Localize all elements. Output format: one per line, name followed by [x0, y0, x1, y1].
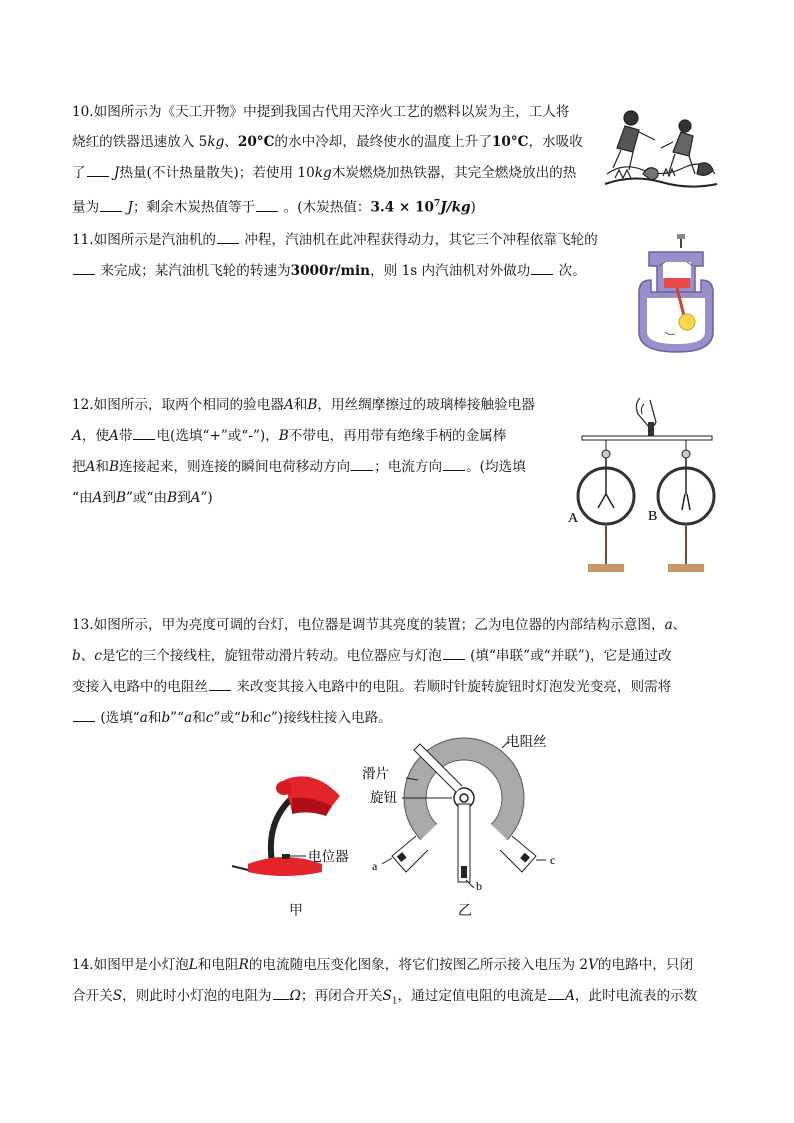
text: ”或“ — [213, 710, 241, 726]
answer-blank[interactable] — [273, 987, 289, 1000]
answer-blank[interactable] — [548, 987, 564, 1000]
var: a — [664, 617, 673, 633]
text: ；剩余木炭热值等于 — [132, 199, 256, 216]
answer-blank[interactable] — [443, 458, 465, 471]
resistance-wire-label: 电阻丝 — [506, 734, 547, 750]
text: 11.如图所示是汽油机的 — [72, 232, 216, 248]
q10-line4 — [72, 195, 476, 217]
text: ；电流方向 — [374, 459, 443, 475]
var: A — [72, 428, 82, 444]
value: 20°C — [237, 134, 275, 150]
text: 连接起来，则连接的瞬间电荷移动方向 — [119, 459, 351, 475]
answer-blank[interactable] — [256, 199, 278, 212]
text: 的水中冷却，最终使水的温度上升了 — [274, 134, 492, 150]
text: 是它的三个接线柱，旋钮带动滑片转动。电位器应与灯泡 — [101, 648, 442, 664]
var: L — [188, 957, 198, 973]
text: 、 — [80, 648, 95, 664]
text: ”) — [200, 490, 213, 506]
q12-line2 — [72, 427, 506, 445]
var: b — [72, 648, 81, 664]
knob-label: 旋钮 — [370, 790, 398, 806]
value: 3.4 × 10 — [370, 199, 434, 216]
subscript: 1 — [391, 996, 398, 1007]
text: ，通过定值电阻的电流是 — [397, 988, 548, 1004]
text: 和 — [249, 710, 264, 726]
text: 和电阻 — [197, 957, 239, 973]
text: 、 — [224, 134, 238, 150]
unit: Ω — [289, 988, 301, 1004]
slider-label: 滑片 — [362, 766, 390, 782]
q10-line1 — [72, 103, 569, 121]
var: c — [263, 710, 271, 726]
text: 到 — [177, 490, 191, 506]
var: b — [240, 710, 250, 726]
text: 电(选填“+”或“-”)， — [156, 428, 279, 444]
ancient-workers-illustration — [603, 104, 719, 192]
fig-jia-caption: 甲 — [289, 903, 303, 919]
q10-line3 — [72, 164, 576, 182]
text: 不带电，再用带有绝缘手柄的金属棒 — [288, 428, 507, 444]
q14-line1 — [72, 956, 693, 974]
text: 的电路中，只闭 — [597, 957, 694, 973]
text: 了 — [72, 165, 86, 181]
text: 12.如图所示，取两个相同的验电器 — [72, 397, 284, 413]
var: S — [112, 988, 123, 1004]
var: B — [167, 490, 178, 506]
answer-blank[interactable] — [209, 678, 231, 691]
var: B — [278, 428, 289, 444]
text: 木炭燃烧加热铁器，其完全燃烧放出的热 — [331, 165, 577, 181]
answer-blank[interactable] — [73, 709, 95, 722]
unit: /min — [335, 263, 371, 279]
text: “由 — [72, 490, 93, 506]
text: 10.如图所示为《天工开物》中提到我国古代用天淬火工艺的燃料以炭为主，工人将 — [72, 104, 570, 120]
var: A — [109, 428, 119, 444]
text: 烧红的铁器迅速放入 5 — [72, 134, 208, 150]
unit: kg — [207, 134, 225, 150]
text: 次。 — [554, 263, 586, 279]
var: b — [161, 710, 171, 726]
value: 10°C — [491, 134, 529, 150]
text: 和 — [192, 710, 206, 726]
text: ”“ — [170, 710, 185, 726]
unit: J/kg — [440, 199, 471, 216]
text: ；再闭合开关 — [300, 988, 383, 1004]
text: 到 — [102, 490, 116, 506]
unit: A — [565, 988, 575, 1004]
var: a — [139, 710, 148, 726]
exponent: 7 — [433, 199, 441, 209]
answer-blank[interactable] — [351, 458, 373, 471]
answer-blank[interactable] — [87, 164, 109, 177]
q13-line2 — [72, 647, 672, 665]
var: a — [184, 710, 193, 726]
text: 。(木炭热值： — [279, 199, 371, 216]
var: c — [94, 648, 102, 664]
unit: V — [588, 957, 598, 973]
text: 量为 — [72, 199, 100, 216]
text: 和 — [147, 710, 162, 726]
text: ) — [470, 199, 476, 216]
text: 。(均选填 — [466, 459, 526, 475]
var: R — [238, 957, 249, 973]
var: A — [283, 397, 294, 413]
q13-line4 — [72, 709, 392, 727]
text: 、 — [672, 617, 687, 633]
potentiometer-label: 电位器 — [308, 849, 349, 865]
q12-line4 — [72, 489, 213, 507]
text: 把 — [72, 459, 86, 475]
q14-line2 — [72, 987, 697, 1011]
answer-blank[interactable] — [100, 199, 122, 212]
q11-line1 — [72, 231, 598, 249]
fig-yi-caption: 乙 — [458, 903, 472, 919]
text: (选填“ — [96, 710, 140, 726]
value: 3000 — [290, 263, 329, 279]
text: 14.如图甲是小灯泡 — [72, 957, 189, 973]
unit: r — [328, 263, 336, 279]
label-a: A — [568, 511, 579, 526]
text: 和 — [95, 459, 110, 475]
answer-blank[interactable] — [73, 262, 95, 275]
var: B — [115, 490, 126, 506]
text: ”或“由 — [125, 490, 168, 506]
text: ，水吸收 — [528, 134, 583, 150]
q13-line3 — [72, 678, 671, 696]
electroscopes-diagram — [568, 394, 724, 576]
text: ，此时电流表的示数 — [574, 988, 698, 1004]
answer-blank[interactable] — [531, 262, 553, 275]
text: 合开关 — [72, 988, 113, 1004]
unit: kg — [314, 165, 332, 181]
text: ，用丝绸摩擦过的玻璃棒接触验电器 — [317, 397, 535, 413]
terminal-a-label: a — [372, 859, 378, 873]
q13-line1 — [72, 616, 686, 634]
var: c — [205, 710, 214, 726]
text: 来完成；某汽油机飞轮的转速为 — [96, 263, 291, 279]
text: ，使 — [81, 428, 110, 444]
text: 冲程，汽油机在此冲程获得动力，其它三个冲程依靠飞轮的 — [239, 232, 598, 248]
var: A — [190, 490, 201, 506]
var: A — [92, 490, 103, 506]
gasoline-engine-diagram — [635, 232, 717, 354]
text: 来改变其接入电路中的电阻。若顺时针旋转旋钮时灯泡发光变亮，则需将 — [231, 679, 672, 695]
unit: J — [109, 165, 120, 181]
var: S — [382, 988, 392, 1004]
text: ”)接线柱接入电路。 — [270, 710, 392, 726]
text: ，则 1s 内汽油机对外做功 — [370, 263, 531, 279]
text: 和 — [293, 397, 308, 413]
q11-line2 — [72, 262, 586, 280]
q12-line3 — [72, 458, 526, 476]
text: 的电流随电压变化图象，将它们按图乙所示接入电压为 2 — [248, 957, 589, 973]
q12-line1 — [72, 396, 535, 414]
answer-blank[interactable] — [133, 427, 155, 440]
text: ，则此时小灯泡的电阻为 — [122, 988, 272, 1004]
text: (填“串联”或“并联”)，它是通过改 — [465, 648, 672, 664]
terminal-b-label: b — [476, 879, 482, 893]
text: 带 — [118, 428, 133, 444]
q10-line2 — [72, 133, 583, 151]
var: B — [109, 459, 120, 475]
text: 热量(不计热量散失)；若使用 10 — [119, 165, 315, 181]
desk-lamp-figure — [228, 768, 358, 880]
var: B — [307, 397, 318, 413]
terminal-c-label: c — [550, 853, 556, 867]
unit: J — [123, 199, 133, 216]
var: A — [85, 459, 96, 475]
label-b: B — [648, 509, 658, 524]
answer-blank[interactable] — [443, 647, 465, 660]
potentiometer-diagram — [362, 728, 572, 898]
answer-blank[interactable] — [217, 231, 239, 244]
text: 变接入电路中的电阻丝 — [72, 679, 208, 695]
text: 13.如图所示，甲为亮度可调的台灯，电位器是调节其亮度的装置；乙为电位器的内部结构示意图， — [72, 617, 665, 633]
